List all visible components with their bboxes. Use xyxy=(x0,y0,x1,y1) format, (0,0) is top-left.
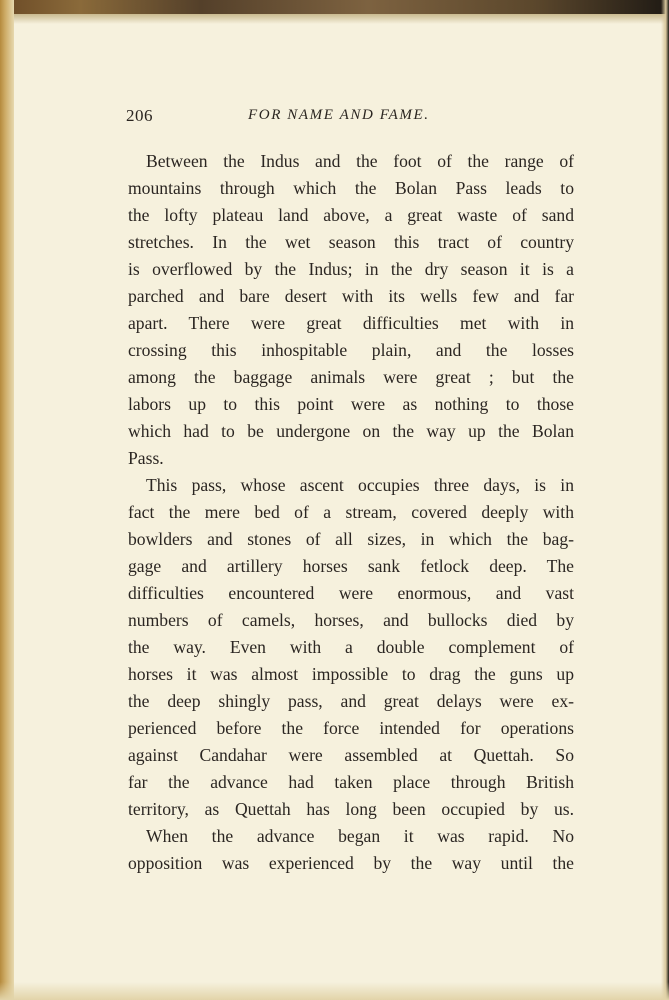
text-line: the way. Even with a double complement of xyxy=(128,637,574,657)
text-line: fact the mere bed of a stream, covered deeply with xyxy=(128,502,574,522)
text-line: labors up to this point were as nothing to those xyxy=(128,394,574,414)
text-line: Pass. xyxy=(128,448,164,468)
body-text xyxy=(128,148,574,877)
page-top-edge xyxy=(0,0,669,14)
text-line: This pass, whose ascent occupies three days, is in xyxy=(146,475,574,495)
text-line: Between the Indus and the foot of the range of xyxy=(146,151,574,171)
page-top-shadow xyxy=(0,14,669,24)
page-bottom-shadow xyxy=(0,982,669,1000)
page-right-edge xyxy=(661,0,669,1000)
text-line: crossing this inhospitable plain, and the losses xyxy=(128,340,574,360)
running-title: FOR NAME AND FAME. xyxy=(248,107,430,123)
text-line: is overflowed by the Indus; in the dry season it is a xyxy=(128,259,574,279)
text-line: horses it was almost impossible to drag the guns up xyxy=(128,664,574,684)
page-header xyxy=(126,106,574,130)
text-line: difficulties encountered were enormous, and vast xyxy=(128,583,574,603)
text-line: among the baggage animals were great ; but the xyxy=(128,367,574,387)
text-line: the lofty plateau land above, a great waste of sand xyxy=(128,205,574,225)
text-line: numbers of camels, horses, and bullocks died by xyxy=(128,610,574,630)
page-left-edge xyxy=(0,0,14,1000)
text-line: which had to be undergone on the way up the Bolan xyxy=(128,421,574,441)
text-line: perienced before the force intended for operations xyxy=(128,718,574,738)
text-line: opposition was experienced by the way until the xyxy=(128,853,574,873)
text-line: bowlders and stones of all sizes, in which the bag- xyxy=(128,529,574,549)
text-line: apart. There were great difficulties met with in xyxy=(128,313,574,333)
text-line: far the advance had taken place through British xyxy=(128,772,574,792)
text-line: parched and bare desert with its wells few and far xyxy=(128,286,574,306)
text-line: the deep shingly pass, and great delays were ex- xyxy=(128,691,574,711)
text-line: gage and artillery horses sank fetlock deep. The xyxy=(128,556,574,576)
page-number: 206 xyxy=(126,106,153,125)
text-line: against Candahar were assembled at Quettah. So xyxy=(128,745,574,765)
text-line: mountains through which the Bolan Pass leads to xyxy=(128,178,574,198)
text-line: territory, as Quettah has long been occupied by us. xyxy=(128,799,574,819)
text-line: When the advance began it was rapid. No xyxy=(146,826,574,846)
text-line: stretches. In the wet season this tract of country xyxy=(128,232,574,252)
